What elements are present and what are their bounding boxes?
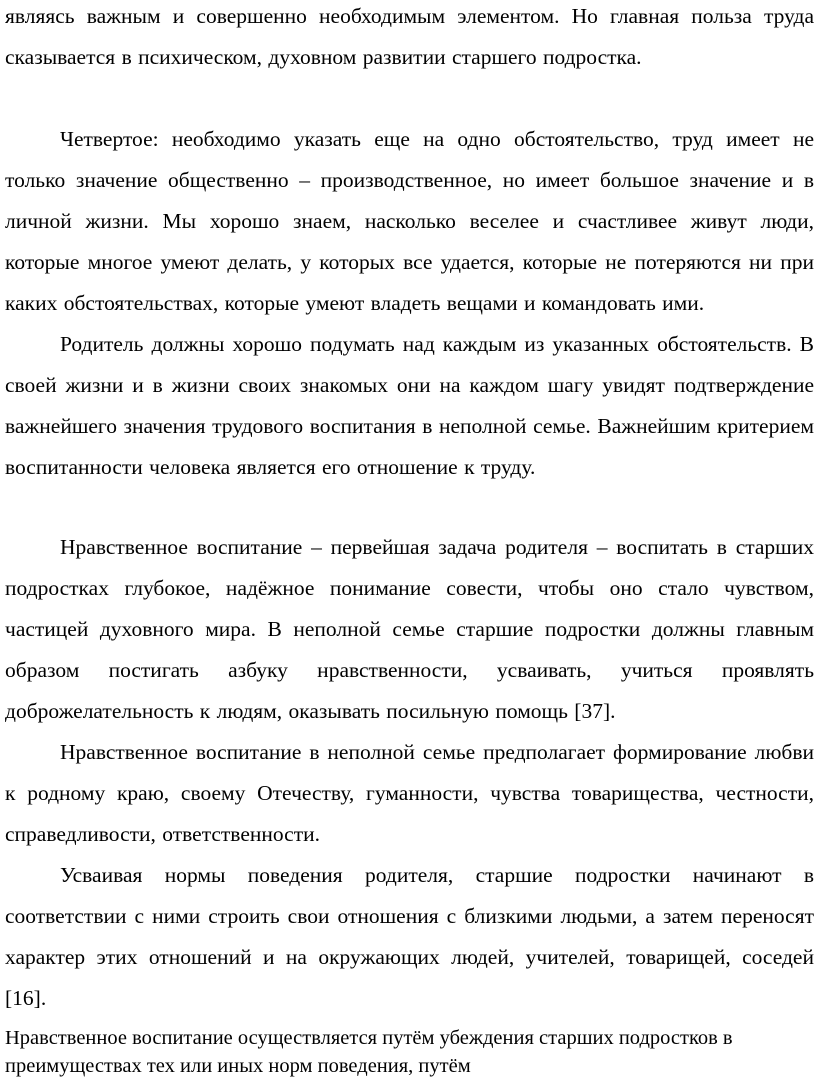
- paragraph-moral-education-love: Нравственное воспитание в неполной семье предполагает формирование любви к родному краю, своему Отечеству, гуманности, чувства товарищества, честности, справедливости, ответственности.: [5, 740, 814, 846]
- paragraph-fourth-point: Четвертое: необходимо указать еще на одно обстоятельство, труд имеет не только значение общественно – производственное, но имеет большое значение и в личной жизни. Мы хорошо знаем, насколько веселее и счастливее живут люди, которые многое умеют делать, у которых все удается, которые не потеряются ни при каких обстоятельствах, которые умеют владеть вещами и командовать ими.: [5, 127, 814, 315]
- paragraph-parents-consider: Родитель должны хорошо подумать над каждым из указанных обстоятельств. В своей жизни и в жизни своих знакомых они на каждом шагу увидят подтверждение важнейшего значения трудового воспитания в неполной семье. Важнейшим критерием воспитанности человека является его отношение к труду.: [5, 332, 814, 479]
- paragraph-moral-education: Нравственное воспитание – первейшая задача родителя – воспитать в старших подростках глубокое, надёжное понимание совести, чтобы оно стало чувством, частицей духовного мира. В неполной семье старшие подростки должны главным образом постигать азбуку нравственности, усваивать, учиться проявлять доброжелательность к людям, оказывать посильную помощь [37].: [5, 535, 814, 723]
- paragraph-persuasion: Нравственное воспитание осуществляется путём убеждения старших подростков в преимуществах тех или иных норм поведения, путём: [5, 1027, 733, 1077]
- paragraph-norms-of-behavior: Усваивая нормы поведения родителя, старшие подростки начинают в соответствии с ними строить свои отношения с близкими людьми, а затем переносят характер этих отношений и на окружающих людей, учителей, товарищей, соседей [16].: [5, 863, 814, 1010]
- paragraph-continuation: являясь важным и совершенно необходимым элементом. Но главная польза труда сказывается в психическом, духовном развитии старшего подростка.: [5, 4, 814, 69]
